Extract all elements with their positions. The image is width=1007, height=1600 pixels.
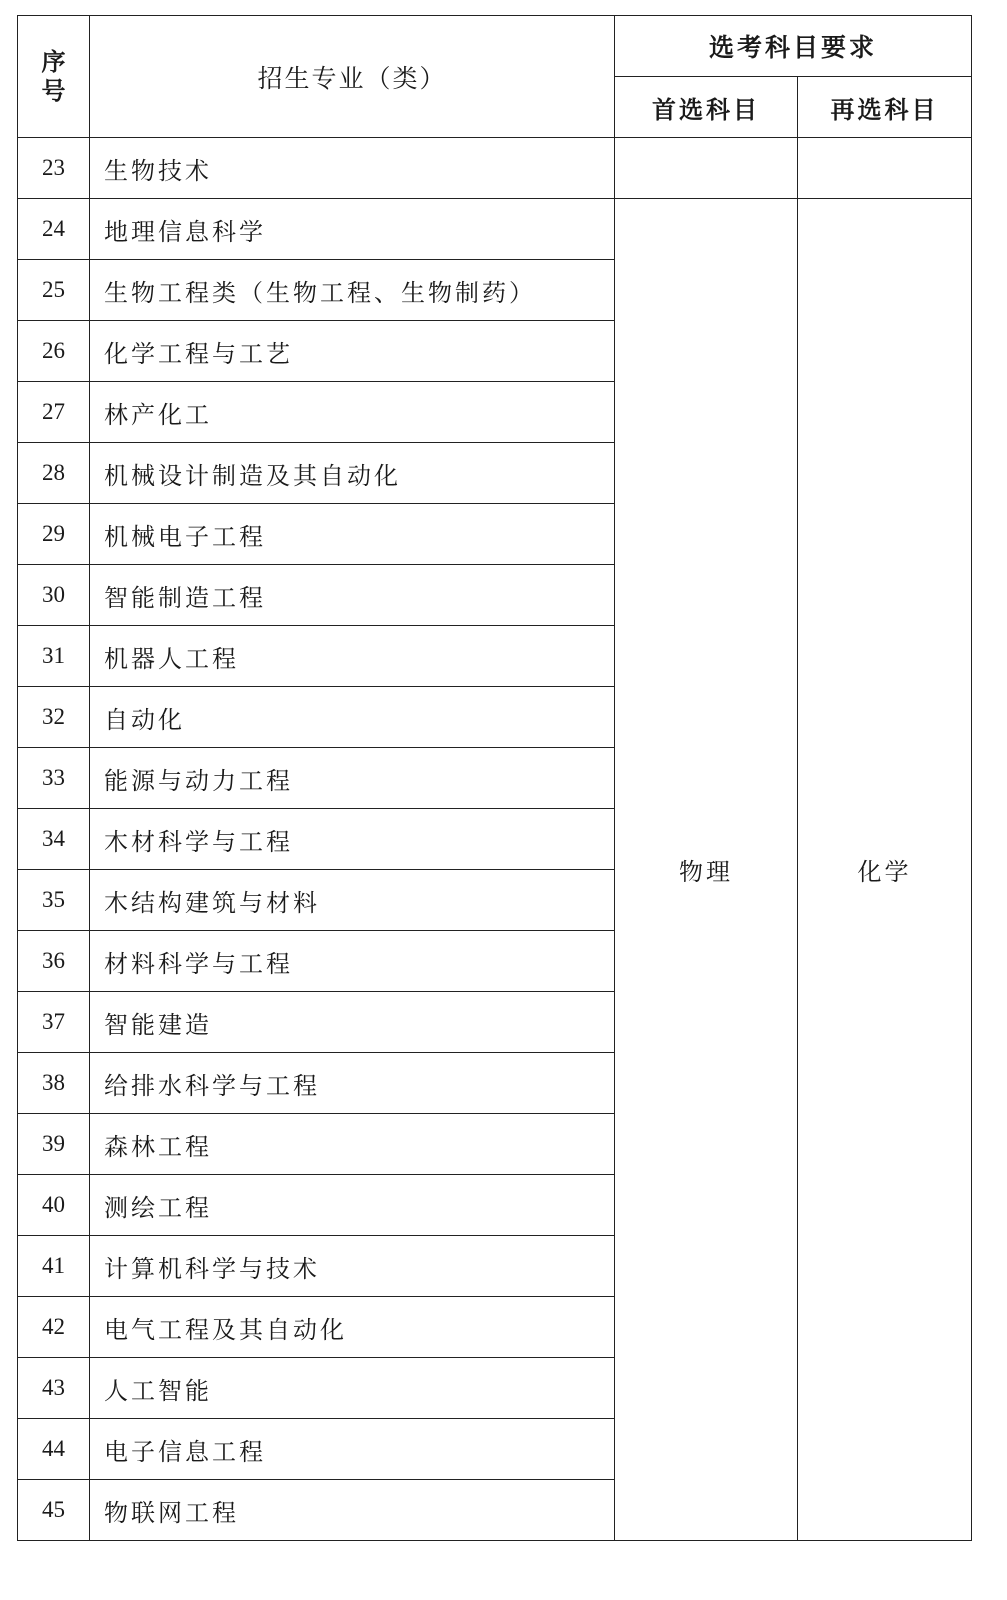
row-number: 32	[18, 687, 90, 748]
row-number: 40	[18, 1175, 90, 1236]
row-major: 木结构建筑与材料	[90, 870, 615, 931]
row-major: 电气工程及其自动化	[90, 1297, 615, 1358]
row-secondary-subject	[798, 138, 972, 199]
row-major: 森林工程	[90, 1114, 615, 1175]
row-number: 42	[18, 1297, 90, 1358]
table-row	[18, 138, 972, 199]
row-major: 人工智能	[90, 1358, 615, 1419]
row-major: 电子信息工程	[90, 1419, 615, 1480]
row-number: 31	[18, 626, 90, 687]
row-major: 智能建造	[90, 992, 615, 1053]
header-serial-number	[18, 16, 90, 138]
row-major: 机械设计制造及其自动化	[90, 443, 615, 504]
row-major: 给排水科学与工程	[90, 1053, 615, 1114]
row-major: 计算机科学与技术	[90, 1236, 615, 1297]
row-major: 物联网工程	[90, 1480, 615, 1541]
subject-requirements-table	[17, 15, 972, 1541]
row-number: 37	[18, 992, 90, 1053]
row-number: 27	[18, 382, 90, 443]
row-number: 30	[18, 565, 90, 626]
group-secondary-subject: 化学	[798, 199, 972, 1541]
row-major: 能源与动力工程	[90, 748, 615, 809]
row-major: 木材科学与工程	[90, 809, 615, 870]
header-serial-number-char-1: 序	[41, 46, 66, 76]
row-number: 26	[18, 321, 90, 382]
row-major: 材料科学与工程	[90, 931, 615, 992]
row-major: 测绘工程	[90, 1175, 615, 1236]
row-number: 24	[18, 199, 90, 260]
row-number: 23	[18, 138, 90, 199]
header-secondary-subject: 再选科目	[798, 77, 972, 138]
row-major: 生物技术	[90, 138, 615, 199]
group-primary-subject: 物理	[615, 199, 798, 1541]
row-number: 45	[18, 1480, 90, 1541]
row-major: 地理信息科学	[90, 199, 615, 260]
row-number: 34	[18, 809, 90, 870]
row-number: 38	[18, 1053, 90, 1114]
row-number: 36	[18, 931, 90, 992]
header-subject-requirement: 选考科目要求	[615, 16, 972, 77]
table-row	[18, 199, 972, 260]
row-major: 机械电子工程	[90, 504, 615, 565]
row-number: 35	[18, 870, 90, 931]
row-number: 39	[18, 1114, 90, 1175]
row-number: 29	[18, 504, 90, 565]
row-number: 44	[18, 1419, 90, 1480]
row-number: 25	[18, 260, 90, 321]
header-primary-subject: 首选科目	[615, 77, 798, 138]
header-major: 招生专业（类）	[90, 16, 615, 138]
row-major: 生物工程类（生物工程、生物制药）	[90, 260, 615, 321]
row-major: 自动化	[90, 687, 615, 748]
row-major: 化学工程与工艺	[90, 321, 615, 382]
table-body	[18, 138, 972, 1541]
row-number: 28	[18, 443, 90, 504]
row-primary-subject	[615, 138, 798, 199]
row-number: 41	[18, 1236, 90, 1297]
row-major: 机器人工程	[90, 626, 615, 687]
row-number: 43	[18, 1358, 90, 1419]
header-serial-number-char-2: 号	[41, 75, 66, 105]
row-major: 林产化工	[90, 382, 615, 443]
row-major: 智能制造工程	[90, 565, 615, 626]
row-number: 33	[18, 748, 90, 809]
